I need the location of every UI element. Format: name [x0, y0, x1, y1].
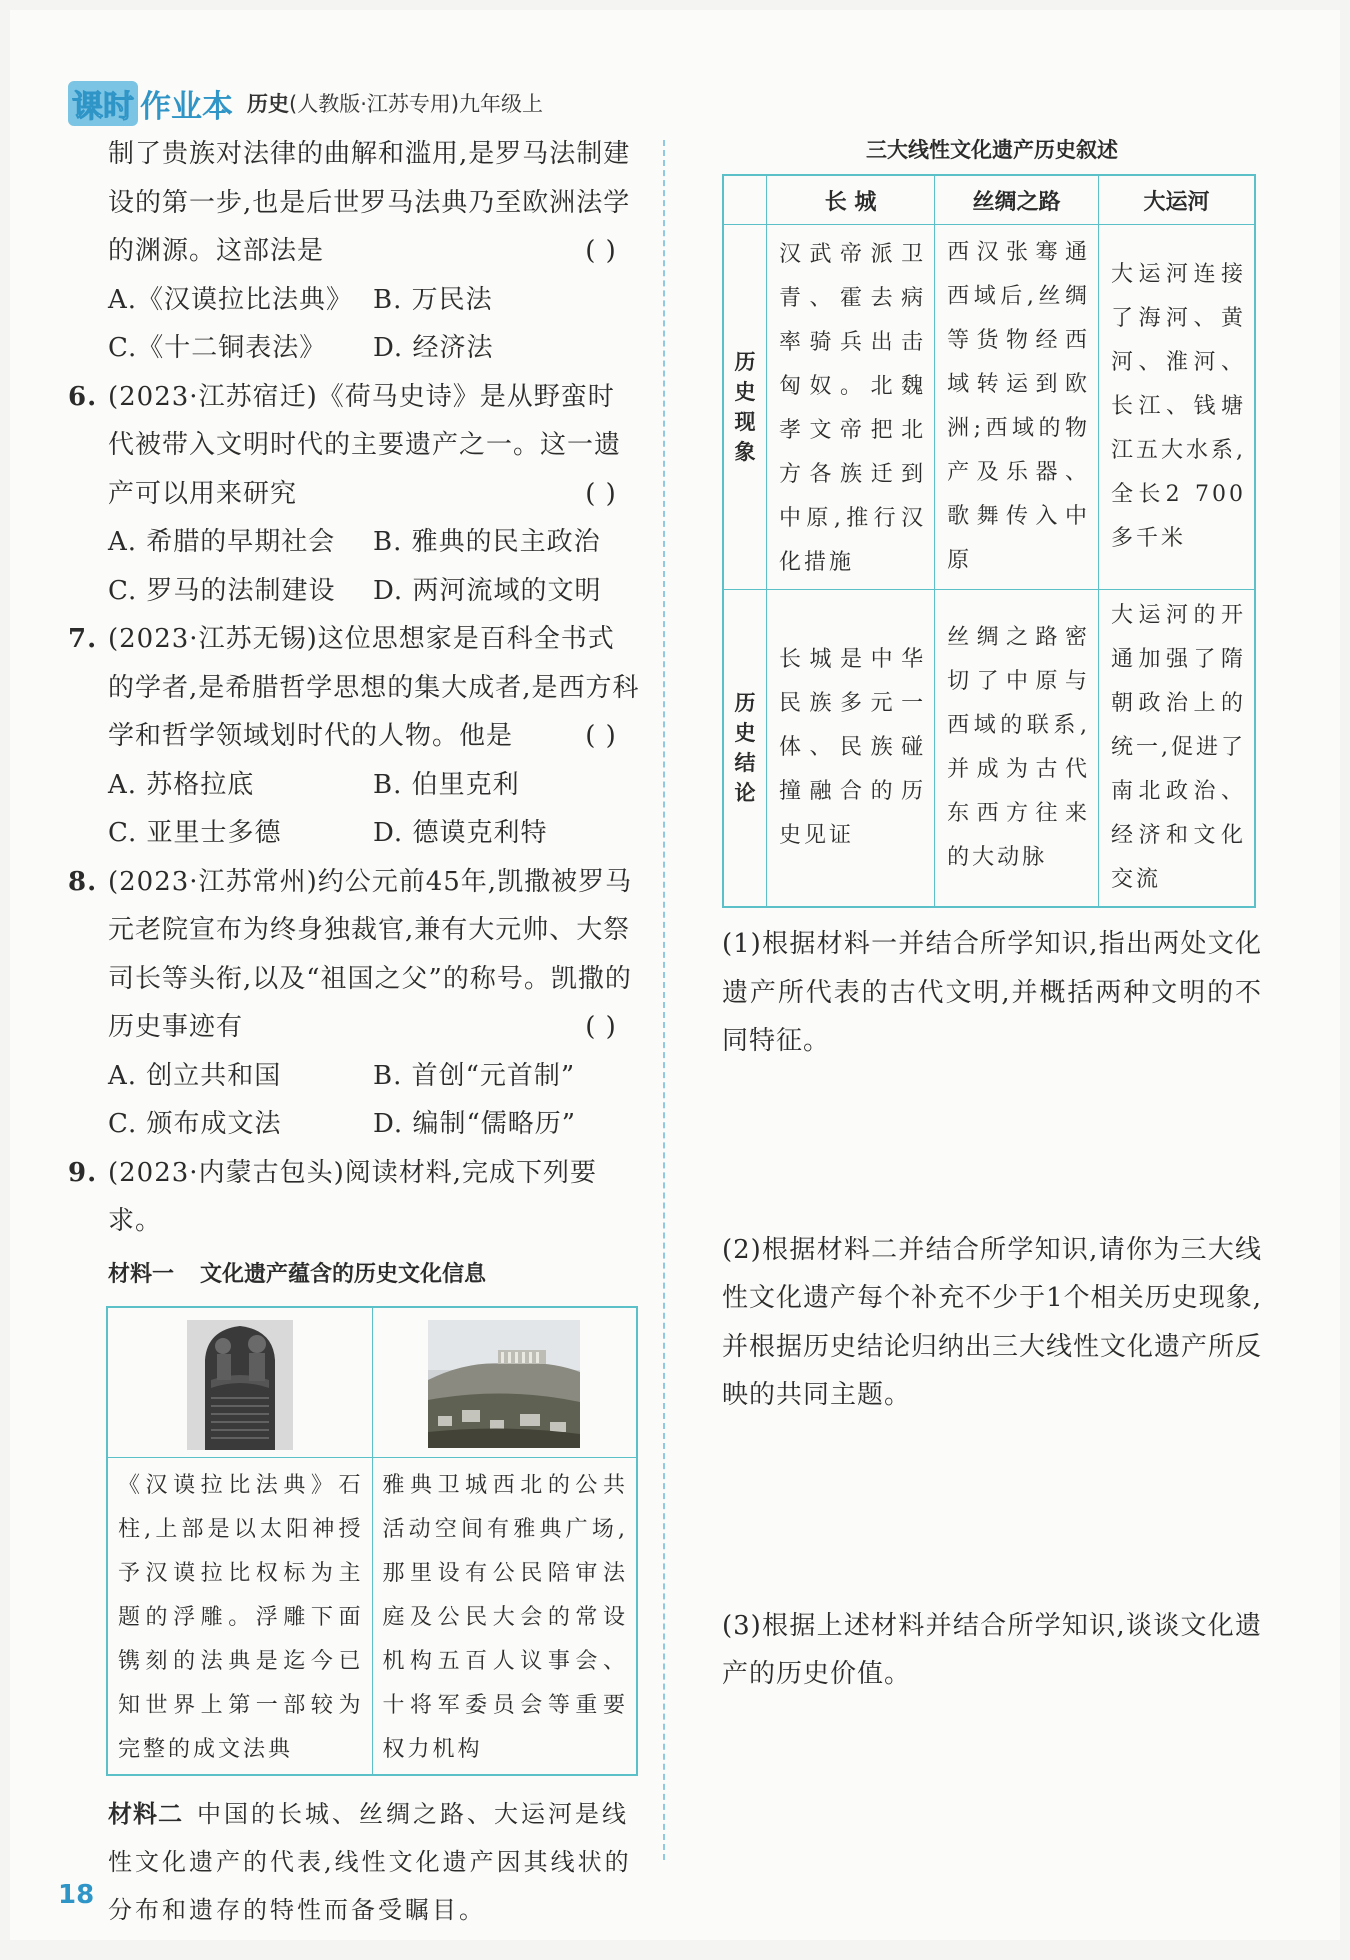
- material-2-text: 中国的长城、丝绸之路、大运河是线性文化遗产的代表,线性文化遗产因其线状的分布和遗存的特性而备受瞩目。: [108, 1799, 632, 1924]
- table-cell: 大运河的开通加强了隋朝政治上的统一,促进了南北政治、经济和文化交流: [1099, 590, 1256, 908]
- question-number: 9.: [68, 1157, 98, 1188]
- column-header: 丝绸之路: [935, 175, 1099, 225]
- option-b: B. 万民法: [373, 284, 493, 315]
- textbook-page: [10, 10, 1340, 1940]
- brand-text-b: 作业本: [140, 88, 233, 125]
- material-1-heading: [108, 1252, 640, 1298]
- answer-paren: ( ): [585, 1012, 617, 1042]
- stele-image-cell: [107, 1307, 372, 1458]
- column-header: 长 城: [767, 175, 935, 225]
- question-7-options: [68, 761, 640, 858]
- answer-paren: ( ): [585, 478, 617, 509]
- option-a: A. 创立共和国: [108, 1060, 282, 1091]
- row-label: 历史结论: [723, 590, 767, 908]
- question-6-options: [68, 518, 640, 615]
- option-a: A. 苏格拉底: [108, 769, 255, 800]
- option-d: D. 德谟克利特: [373, 818, 548, 848]
- material-1-title: 文化遗产蕴含的历史文化信息: [200, 1261, 487, 1287]
- heritage-table-title: 三大线性文化遗产历史叙述: [866, 138, 1118, 162]
- table-cell: 丝绸之路密切了中原与西域的联系,并成为古代东西方往来的大动脉: [935, 590, 1099, 908]
- question-5-options: [68, 276, 640, 373]
- header-subtitle: [247, 88, 543, 118]
- option-c: C. 亚里士多德: [108, 818, 282, 848]
- hammurabi-stele-image: [187, 1320, 293, 1450]
- column-divider: [663, 140, 665, 1860]
- edition-label: (人教版·江苏专用)九年级上: [289, 92, 544, 116]
- corner-cell: [723, 175, 767, 225]
- table-row: [723, 590, 1255, 908]
- brand-logo: [68, 81, 233, 126]
- question-9: [68, 1149, 640, 1246]
- subquestion-3: (3)根据上述材料并结合所学知识,谈谈文化遗产的历史价值。: [722, 1610, 1262, 1689]
- table-cell: 汉武帝派卫青、霍去病率骑兵出击匈奴。北魏孝文帝把北方各族迁到中原,推行汉化措施: [767, 225, 935, 590]
- option-c: C. 罗马的法制建设: [108, 575, 336, 606]
- question-5-tail: [68, 130, 640, 276]
- table-header-row: [723, 175, 1255, 225]
- right-column: [722, 130, 1262, 1699]
- material-2: [68, 1790, 640, 1934]
- option-c: C.《十二铜表法》: [108, 333, 327, 363]
- question-number: 8.: [68, 866, 98, 897]
- question-text: (2023·内蒙古包头)阅读材料,完成下列要求。: [108, 1157, 597, 1236]
- question-8-options: [68, 1052, 640, 1149]
- option-c: C. 颁布成文法: [108, 1109, 282, 1139]
- option-d: D. 两河流域的文明: [373, 575, 602, 606]
- table-cell: 大运河连接了海河、黄河、淮河、长江、钱塘江五大水系,全长2 700多千米: [1099, 225, 1256, 590]
- stele-description: 《汉谟拉比法典》石柱,上部是以太阳神授予汉谟拉比权标为主题的浮雕。浮雕下面镌刻的法典是迄今已知世界上第一部较为完整的成文法典: [107, 1457, 372, 1775]
- question-number: 6.: [68, 381, 98, 412]
- question-number: 7.: [68, 624, 98, 654]
- option-b: B. 伯里克利: [373, 769, 520, 800]
- acropolis-description: 雅典卫城西北的公共活动空间有雅典广场,那里设有公民陪审法庭及公民大会的常设机构五百人议事会、十将军委员会等重要权力机构: [372, 1457, 637, 1775]
- option-d: D. 编制“儒略历”: [373, 1109, 577, 1139]
- page-header: [68, 82, 543, 124]
- option-b: B. 雅典的民主政治: [373, 527, 601, 557]
- material-2-label: 材料二: [108, 1799, 183, 1828]
- brand-text-a: 课时: [68, 81, 138, 126]
- subquestion-1: (1)根据材料一并结合所学知识,指出两处文化遗产所代表的古代文明,并概括两种文明的不同特征。: [722, 929, 1262, 1056]
- left-column: [68, 130, 640, 1934]
- row-label: 历史现象: [723, 225, 767, 590]
- athens-acropolis-image: [428, 1320, 580, 1448]
- question-8: [68, 858, 640, 1052]
- question-text: 制了贵族对法律的曲解和滥用,是罗马法制建设的第一步,也是后世罗马法典乃至欧洲法学的渊源。这部法是: [108, 139, 631, 266]
- acropolis-image-cell: [372, 1307, 637, 1458]
- option-a: A.《汉谟拉比法典》: [108, 284, 354, 315]
- option-d: D. 经济法: [373, 333, 494, 363]
- question-text: (2023·江苏常州)约公元前45年,凯撒被罗马元老院宣布为终身独裁官,兼有大元帅、大祭司长等头衔,以及“祖国之父”的称号。凯撒的历史事迹有: [108, 866, 633, 1042]
- answer-paren: ( ): [585, 721, 617, 751]
- page-number: 18: [58, 1880, 95, 1910]
- heritage-table: [722, 174, 1256, 908]
- question-text: (2023·江苏无锡)这位思想家是百科全书式的学者,是希腊哲学思想的集大成者,是西方科学和哲学领域划时代的人物。他是: [108, 624, 640, 751]
- subject-label: 历史: [247, 92, 289, 116]
- material-1-label: 材料一: [108, 1261, 175, 1287]
- material-1-table: [106, 1306, 638, 1776]
- subquestion-2: (2)根据材料二并结合所学知识,请你为三大线性文化遗产每个补充不少于1个相关历史现象,并根据历史结论归纳出三大线性文化遗产所反映的共同主题。: [722, 1234, 1263, 1410]
- option-a: A. 希腊的早期社会: [108, 527, 336, 557]
- table-row: [723, 225, 1255, 590]
- column-header: 大运河: [1099, 175, 1256, 225]
- option-b: B. 首创“元首制”: [373, 1060, 576, 1091]
- answer-paren: ( ): [585, 236, 617, 266]
- question-text: (2023·江苏宿迁)《荷马史诗》是从野蛮时代被带入文明时代的主要遗产之一。这一遗产可以用来研究: [108, 381, 622, 509]
- question-6: [68, 373, 640, 519]
- question-7: [68, 615, 640, 761]
- table-cell: 长城是中华民族多元一体、民族碰撞融合的历史见证: [767, 590, 935, 908]
- table-cell: 西汉张骞通西域后,丝绸等货物经西域转运到欧洲;西域的物产及乐器、歌舞传入中原: [935, 225, 1099, 590]
